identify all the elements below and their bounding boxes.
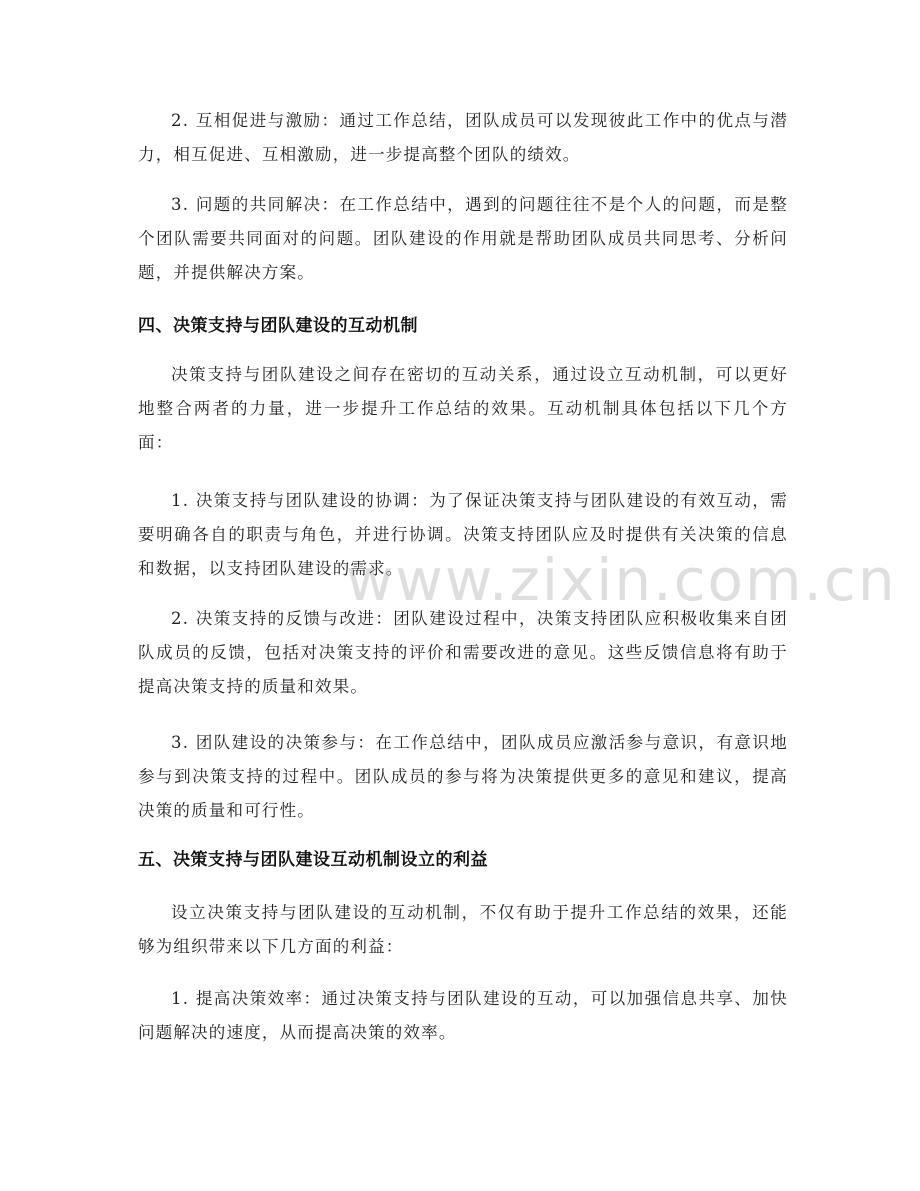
paragraph-feedback: 2. 决策支持的反馈与改进：团队建设过程中，决策支持团队应积极收集来自团队成员的反馈，包括对决策支持的评价和需要改进的意见。这些反馈信息将有助于提高决策支持的质量和效果。: [138, 609, 788, 696]
paragraph-interaction-intro: 决策支持与团队建设之间存在密切的互动关系，通过设立互动机制，可以更好地整合两者的力量，进一步提升工作总结的效果。互动机制具体包括以下几个方面：: [138, 365, 788, 452]
paragraph-mutual-encouragement: 2. 互相促进与激励：通过工作总结，团队成员可以发现彼此工作中的优点与潜力，相互促进、互相激励，进一步提高整个团队的绩效。: [138, 111, 788, 164]
section-heading-4: 四、决策支持与团队建设的互动机制: [138, 316, 418, 336]
paragraph-participation: 3. 团队建设的决策参与：在工作总结中，团队成员应激活参与意识，有意识地参与到决策支持的过程中。团队成员的参与将为决策提供更多的意见和建议，提高决策的质量和可行性。: [138, 733, 788, 820]
paragraph-coordination: 1. 决策支持与团队建设的协调：为了保证决策支持与团队建设的有效互动，需要明确各自的职责与角色，并进行协调。决策支持团队应及时提供有关决策的信息和数据，以支持团队建设的需求。: [138, 491, 788, 578]
section-heading-5: 五、决策支持与团队建设互动机制设立的利益: [138, 850, 488, 870]
paragraph-decision-efficiency: 1. 提高决策效率：通过决策支持与团队建设的互动，可以加强信息共享、加快问题解决的速度，从而提高决策的效率。: [138, 989, 788, 1042]
paragraph-benefits-intro: 设立决策支持与团队建设的互动机制，不仅有助于提升工作总结的效果，还能够为组织带来以下几方面的利益：: [138, 903, 788, 956]
paragraph-joint-problem-solving: 3. 问题的共同解决：在工作总结中，遇到的问题往往不是个人的问题，而是整个团队需要共同面对的问题。团队建设的作用就是帮助团队成员共同思考、分析问题，并提供解决方案。: [138, 195, 788, 282]
watermark: www.zixin.com.cn: [346, 546, 897, 614]
